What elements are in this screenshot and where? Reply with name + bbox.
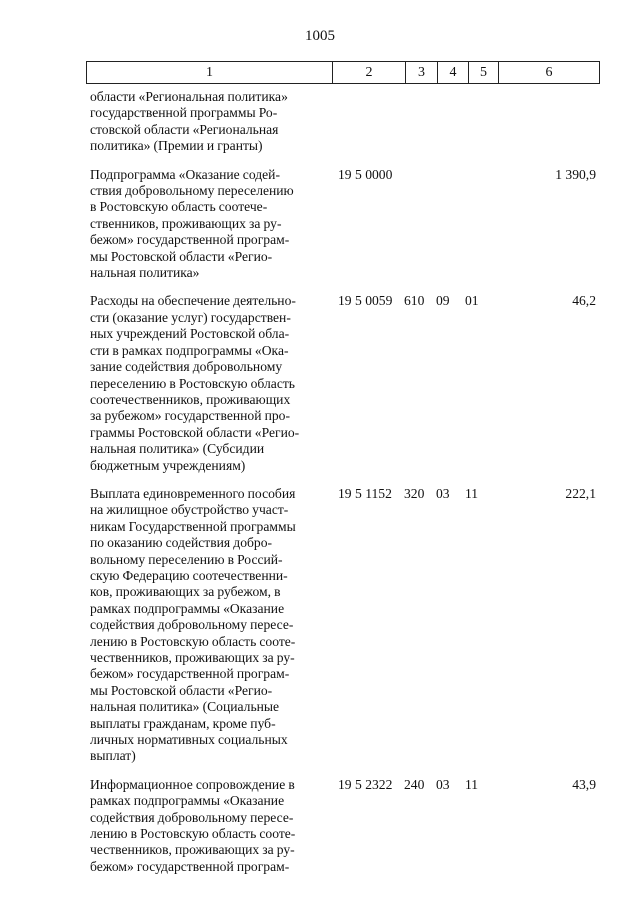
- description-line: ков, проживающих за рубежом, в: [90, 584, 281, 600]
- row-expense-type: 610: [404, 293, 425, 309]
- table-row: [90, 293, 598, 473]
- description-line: стовской области «Региональная: [90, 121, 279, 137]
- row-subsection: 11: [465, 776, 479, 792]
- table-header: [86, 61, 600, 84]
- row-expense-type: 320: [404, 485, 425, 501]
- description-line: нальная политика»: [90, 265, 200, 281]
- header-col-2: 2: [333, 62, 406, 83]
- table-body: [90, 89, 598, 887]
- header-col-3: 3: [406, 62, 438, 83]
- row-section: 03: [436, 776, 450, 792]
- description-line: лению в Ростовскую область сооте-: [90, 826, 296, 842]
- description-line: бежом» государственной програм-: [90, 858, 290, 874]
- row-sum: 1 390,9: [555, 166, 596, 182]
- description-line: чественников, проживающих за ру-: [90, 842, 295, 858]
- row-description: [90, 777, 324, 875]
- description-line: сти (оказание услуг) государствен-: [90, 309, 291, 325]
- description-line: граммы Ростовской области «Регио-: [90, 424, 300, 440]
- description-line: Выплата единовременного пособия: [90, 485, 296, 501]
- row-section: 09: [436, 293, 450, 309]
- description-line: политика» (Премии и гранты): [90, 138, 263, 154]
- row-subsection: 11: [465, 485, 479, 501]
- description-line: области «Региональная политика»: [90, 89, 288, 104]
- row-code: 19 5 2322: [338, 776, 393, 792]
- description-line: по оказанию содействия добро-: [90, 535, 273, 551]
- description-line: Подпрограмма «Оказание содей-: [90, 166, 280, 182]
- table-row: [90, 777, 598, 875]
- description-line: сти в рамках подпрограммы «Ока-: [90, 342, 289, 358]
- description-line: лению в Ростовскую область сооте-: [90, 633, 296, 649]
- description-line: ствия добровольному переселению: [90, 183, 294, 199]
- description-line: рамках подпрограммы «Оказание: [90, 600, 285, 616]
- description-line: вольному переселению в Россий-: [90, 551, 283, 567]
- row-code: 19 5 1152: [338, 485, 392, 501]
- description-line: ных учреждений Ростовской обла-: [90, 326, 290, 342]
- header-col-6: 6: [545, 65, 553, 80]
- description-line: на жилищное обустройство участ-: [90, 502, 289, 518]
- description-line: государственной программы Ро-: [90, 105, 278, 121]
- row-description: [90, 167, 324, 282]
- description-line: Расходы на обеспечение деятельно-: [90, 293, 296, 309]
- description-line: никам Государственной программы: [90, 518, 296, 534]
- row-code: 19 5 0000: [338, 166, 393, 182]
- header-col-1: 1: [87, 62, 333, 83]
- description-line: нальная политика» (Субсидии: [90, 441, 265, 457]
- row-description: [90, 89, 324, 155]
- description-line: ственников, проживающих за ру-: [90, 215, 282, 231]
- row-description: [90, 486, 324, 765]
- description-line: переселению в Ростовскую область: [90, 375, 295, 391]
- description-line: выплат): [90, 748, 136, 764]
- description-line: чественников, проживающих за ру-: [90, 650, 295, 665]
- description-line: за рубежом» государственной про-: [90, 408, 290, 424]
- row-sum: 222,1: [565, 485, 596, 501]
- header-col-4: 4: [438, 62, 469, 83]
- row-description: [90, 293, 324, 473]
- description-line: зание содействия добровольному: [90, 359, 283, 375]
- row-subsection: 01: [465, 293, 479, 309]
- table-row: [90, 89, 598, 155]
- header-col-5: 5: [469, 62, 499, 83]
- description-line: соотечественников, проживающих: [90, 391, 291, 407]
- description-line: содействия добровольному пересе-: [90, 617, 294, 633]
- description-line: рамках подпрограммы «Оказание: [90, 793, 285, 809]
- row-sum: 46,2: [572, 293, 596, 309]
- row-section: 03: [436, 485, 450, 501]
- description-line: нальная политика» (Социальные: [90, 699, 280, 715]
- description-line: бежом» государственной програм-: [90, 232, 290, 248]
- description-line: бежом» государственной програм-: [90, 666, 290, 682]
- description-line: выплаты гражданам, кроме пуб-: [90, 715, 276, 731]
- description-line: содействия добровольному пересе-: [90, 809, 294, 825]
- description-line: в Ростовскую область соотече-: [90, 199, 268, 215]
- row-sum: 43,9: [572, 776, 596, 792]
- row-code: 19 5 0059: [338, 293, 393, 309]
- row-expense-type: 240: [404, 776, 425, 792]
- description-line: личных нормативных социальных: [90, 732, 288, 748]
- table-row: [90, 486, 598, 765]
- description-line: Информационное сопровождение в: [90, 776, 295, 792]
- description-line: бюджетным учреждениям): [90, 457, 246, 473]
- page-number: 1005: [305, 28, 335, 44]
- description-line: мы Ростовской области «Регио-: [90, 248, 273, 264]
- description-line: скую Федерацию соотечественни-: [90, 567, 288, 583]
- table-row: [90, 167, 598, 282]
- description-line: мы Ростовской области «Регио-: [90, 682, 273, 698]
